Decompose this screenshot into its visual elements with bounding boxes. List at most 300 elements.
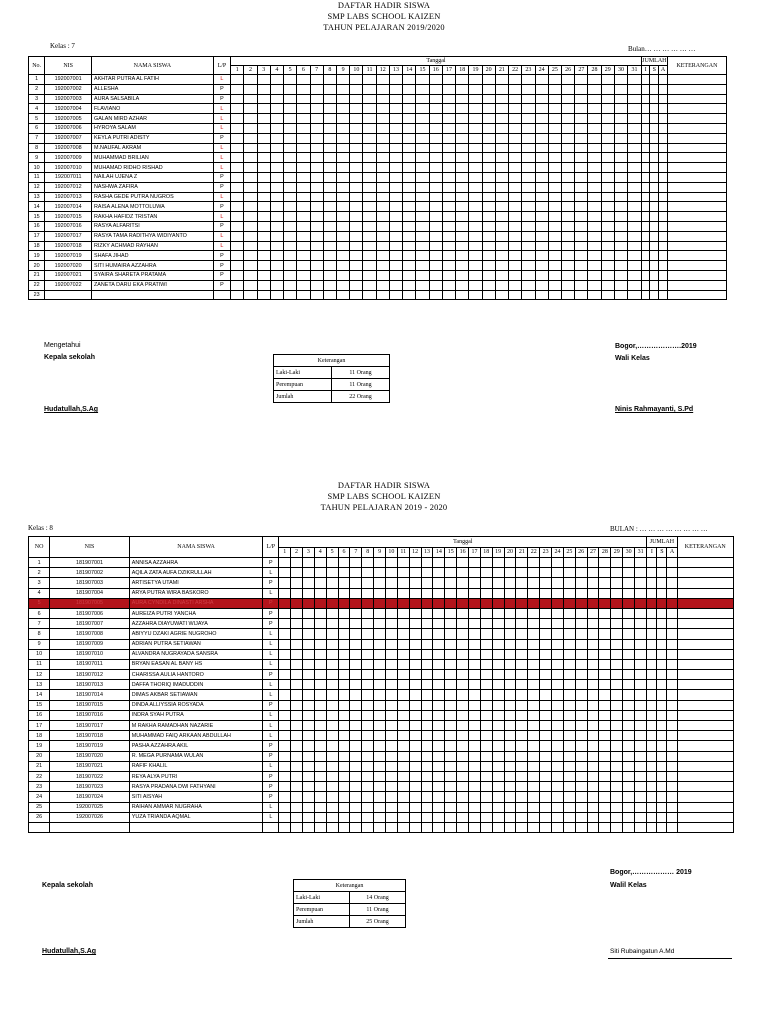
attendance-cell[interactable]: [456, 192, 469, 202]
attendance-cell[interactable]: [409, 588, 421, 598]
attendance-cell[interactable]: [509, 133, 522, 143]
attendance-cell[interactable]: [535, 75, 548, 85]
attendance-cell[interactable]: [504, 649, 516, 659]
attendance-cell[interactable]: [635, 690, 647, 700]
attendance-cell[interactable]: [469, 114, 482, 124]
attendance-cell[interactable]: [647, 670, 657, 680]
attendance-cell[interactable]: [657, 792, 667, 802]
attendance-cell[interactable]: [504, 802, 516, 812]
attendance-cell[interactable]: [492, 822, 504, 832]
attendance-cell[interactable]: [614, 241, 627, 251]
attendance-cell[interactable]: [509, 251, 522, 261]
attendance-cell[interactable]: [323, 114, 336, 124]
attendance-cell[interactable]: [563, 802, 575, 812]
attendance-cell[interactable]: [310, 280, 323, 290]
attendance-cell[interactable]: [614, 261, 627, 271]
attendance-cell[interactable]: [480, 578, 492, 588]
attendance-cell[interactable]: [480, 659, 492, 669]
attendance-cell[interactable]: [657, 771, 667, 781]
attendance-cell[interactable]: [244, 251, 257, 261]
attendance-cell[interactable]: [588, 261, 601, 271]
attendance-cell[interactable]: [677, 822, 733, 832]
attendance-cell[interactable]: [628, 280, 642, 290]
attendance-cell[interactable]: [270, 280, 283, 290]
attendance-cell[interactable]: [336, 261, 349, 271]
attendance-cell[interactable]: [421, 812, 433, 822]
attendance-cell[interactable]: [397, 782, 409, 792]
attendance-cell[interactable]: [310, 221, 323, 231]
attendance-cell[interactable]: [469, 75, 482, 85]
attendance-cell[interactable]: [677, 659, 733, 669]
attendance-cell[interactable]: [548, 153, 561, 163]
attendance-cell[interactable]: [279, 721, 291, 731]
attendance-cell[interactable]: [350, 202, 363, 212]
attendance-cell[interactable]: [561, 114, 574, 124]
attendance-cell[interactable]: [409, 649, 421, 659]
attendance-cell[interactable]: [614, 104, 627, 114]
attendance-cell[interactable]: [480, 822, 492, 832]
attendance-cell[interactable]: [522, 241, 535, 251]
attendance-cell[interactable]: [601, 261, 614, 271]
attendance-cell[interactable]: [647, 721, 657, 731]
attendance-cell[interactable]: [641, 123, 650, 133]
attendance-cell[interactable]: [231, 104, 244, 114]
attendance-cell[interactable]: [588, 192, 601, 202]
attendance-cell[interactable]: [659, 221, 668, 231]
attendance-cell[interactable]: [650, 143, 659, 153]
attendance-cell[interactable]: [350, 812, 362, 822]
attendance-cell[interactable]: [635, 761, 647, 771]
attendance-cell[interactable]: [326, 680, 338, 690]
attendance-cell[interactable]: [374, 721, 386, 731]
attendance-cell[interactable]: [433, 741, 445, 751]
attendance-cell[interactable]: [279, 608, 291, 618]
attendance-cell[interactable]: [657, 812, 667, 822]
attendance-cell[interactable]: [231, 153, 244, 163]
attendance-cell[interactable]: [310, 251, 323, 261]
attendance-cell[interactable]: [611, 710, 623, 720]
attendance-cell[interactable]: [362, 670, 374, 680]
attendance-cell[interactable]: [416, 241, 429, 251]
attendance-cell[interactable]: [611, 802, 623, 812]
attendance-cell[interactable]: [374, 608, 386, 618]
attendance-cell[interactable]: [445, 812, 457, 822]
attendance-cell[interactable]: [482, 153, 495, 163]
attendance-cell[interactable]: [548, 221, 561, 231]
attendance-cell[interactable]: [456, 114, 469, 124]
attendance-cell[interactable]: [614, 75, 627, 85]
attendance-cell[interactable]: [575, 212, 588, 222]
attendance-cell[interactable]: [403, 182, 416, 192]
attendance-cell[interactable]: [297, 212, 310, 222]
attendance-cell[interactable]: [635, 710, 647, 720]
attendance-cell[interactable]: [614, 202, 627, 212]
attendance-cell[interactable]: [421, 741, 433, 751]
attendance-cell[interactable]: [389, 261, 402, 271]
attendance-cell[interactable]: [445, 741, 457, 751]
attendance-cell[interactable]: [386, 822, 398, 832]
attendance-cell[interactable]: [495, 172, 508, 182]
attendance-cell[interactable]: [457, 761, 469, 771]
attendance-cell[interactable]: [659, 163, 668, 173]
attendance-cell[interactable]: [297, 153, 310, 163]
attendance-cell[interactable]: [601, 143, 614, 153]
attendance-cell[interactable]: [659, 172, 668, 182]
attendance-cell[interactable]: [376, 153, 389, 163]
attendance-cell[interactable]: [635, 751, 647, 761]
attendance-cell[interactable]: [457, 710, 469, 720]
attendance-cell[interactable]: [314, 639, 326, 649]
attendance-cell[interactable]: [492, 608, 504, 618]
attendance-cell[interactable]: [376, 280, 389, 290]
attendance-cell[interactable]: [429, 270, 442, 280]
attendance-cell[interactable]: [601, 104, 614, 114]
attendance-cell[interactable]: [421, 700, 433, 710]
attendance-cell[interactable]: [635, 670, 647, 680]
attendance-cell[interactable]: [561, 163, 574, 173]
attendance-cell[interactable]: [409, 629, 421, 639]
attendance-cell[interactable]: [457, 598, 469, 608]
attendance-cell[interactable]: [270, 251, 283, 261]
attendance-cell[interactable]: [469, 133, 482, 143]
attendance-cell[interactable]: [386, 771, 398, 781]
attendance-cell[interactable]: [291, 639, 303, 649]
attendance-cell[interactable]: [516, 659, 528, 669]
attendance-cell[interactable]: [480, 710, 492, 720]
attendance-cell[interactable]: [270, 153, 283, 163]
attendance-cell[interactable]: [456, 94, 469, 104]
attendance-cell[interactable]: [635, 822, 647, 832]
attendance-cell[interactable]: [409, 792, 421, 802]
attendance-cell[interactable]: [244, 163, 257, 173]
attendance-cell[interactable]: [657, 558, 667, 568]
attendance-cell[interactable]: [548, 172, 561, 182]
attendance-cell[interactable]: [416, 143, 429, 153]
attendance-cell[interactable]: [677, 690, 733, 700]
attendance-cell[interactable]: [445, 598, 457, 608]
attendance-cell[interactable]: [469, 280, 482, 290]
attendance-cell[interactable]: [611, 588, 623, 598]
attendance-cell[interactable]: [667, 558, 677, 568]
attendance-cell[interactable]: [433, 639, 445, 649]
attendance-cell[interactable]: [421, 761, 433, 771]
attendance-cell[interactable]: [535, 104, 548, 114]
attendance-cell[interactable]: [575, 84, 588, 94]
attendance-cell[interactable]: [522, 251, 535, 261]
attendance-cell[interactable]: [667, 231, 726, 241]
attendance-cell[interactable]: [628, 143, 642, 153]
attendance-cell[interactable]: [374, 558, 386, 568]
attendance-cell[interactable]: [442, 251, 455, 261]
attendance-cell[interactable]: [456, 104, 469, 114]
attendance-cell[interactable]: [641, 84, 650, 94]
attendance-cell[interactable]: [599, 731, 611, 741]
attendance-cell[interactable]: [374, 700, 386, 710]
attendance-cell[interactable]: [326, 649, 338, 659]
attendance-cell[interactable]: [338, 619, 350, 629]
attendance-cell[interactable]: [677, 782, 733, 792]
attendance-cell[interactable]: [397, 670, 409, 680]
attendance-cell[interactable]: [323, 123, 336, 133]
attendance-cell[interactable]: [628, 153, 642, 163]
attendance-cell[interactable]: [445, 700, 457, 710]
attendance-cell[interactable]: [362, 782, 374, 792]
attendance-cell[interactable]: [338, 741, 350, 751]
attendance-cell[interactable]: [492, 710, 504, 720]
attendance-cell[interactable]: [599, 782, 611, 792]
attendance-cell[interactable]: [314, 792, 326, 802]
attendance-cell[interactable]: [374, 659, 386, 669]
attendance-cell[interactable]: [244, 182, 257, 192]
attendance-cell[interactable]: [403, 231, 416, 241]
attendance-cell[interactable]: [314, 608, 326, 618]
attendance-cell[interactable]: [587, 659, 599, 669]
attendance-cell[interactable]: [445, 802, 457, 812]
attendance-cell[interactable]: [535, 280, 548, 290]
attendance-cell[interactable]: [291, 578, 303, 588]
attendance-cell[interactable]: [326, 710, 338, 720]
attendance-cell[interactable]: [659, 231, 668, 241]
attendance-cell[interactable]: [284, 104, 297, 114]
attendance-cell[interactable]: [231, 280, 244, 290]
attendance-cell[interactable]: [575, 639, 587, 649]
attendance-cell[interactable]: [482, 104, 495, 114]
attendance-cell[interactable]: [504, 761, 516, 771]
attendance-cell[interactable]: [522, 114, 535, 124]
attendance-cell[interactable]: [647, 761, 657, 771]
attendance-cell[interactable]: [552, 639, 564, 649]
attendance-cell[interactable]: [445, 680, 457, 690]
attendance-cell[interactable]: [363, 280, 376, 290]
attendance-cell[interactable]: [548, 163, 561, 173]
attendance-cell[interactable]: [535, 202, 548, 212]
attendance-cell[interactable]: [469, 721, 481, 731]
attendance-cell[interactable]: [469, 782, 481, 792]
attendance-cell[interactable]: [279, 812, 291, 822]
attendance-cell[interactable]: [647, 588, 657, 598]
attendance-cell[interactable]: [279, 710, 291, 720]
attendance-cell[interactable]: [635, 608, 647, 618]
attendance-cell[interactable]: [350, 143, 363, 153]
attendance-cell[interactable]: [522, 172, 535, 182]
attendance-cell[interactable]: [284, 261, 297, 271]
attendance-cell[interactable]: [611, 751, 623, 761]
attendance-cell[interactable]: [297, 172, 310, 182]
attendance-cell[interactable]: [326, 771, 338, 781]
attendance-cell[interactable]: [667, 608, 677, 618]
attendance-cell[interactable]: [279, 741, 291, 751]
attendance-cell[interactable]: [667, 690, 677, 700]
attendance-cell[interactable]: [338, 822, 350, 832]
attendance-cell[interactable]: [338, 751, 350, 761]
attendance-cell[interactable]: [677, 619, 733, 629]
attendance-cell[interactable]: [575, 812, 587, 822]
attendance-cell[interactable]: [397, 771, 409, 781]
attendance-cell[interactable]: [456, 182, 469, 192]
attendance-cell[interactable]: [504, 731, 516, 741]
attendance-cell[interactable]: [314, 822, 326, 832]
attendance-cell[interactable]: [635, 812, 647, 822]
attendance-cell[interactable]: [635, 782, 647, 792]
attendance-cell[interactable]: [350, 598, 362, 608]
attendance-cell[interactable]: [522, 94, 535, 104]
attendance-cell[interactable]: [279, 639, 291, 649]
attendance-cell[interactable]: [338, 721, 350, 731]
attendance-cell[interactable]: [302, 578, 314, 588]
attendance-cell[interactable]: [231, 75, 244, 85]
attendance-cell[interactable]: [284, 231, 297, 241]
attendance-cell[interactable]: [336, 153, 349, 163]
attendance-cell[interactable]: [614, 192, 627, 202]
attendance-cell[interactable]: [445, 588, 457, 598]
attendance-cell[interactable]: [522, 261, 535, 271]
attendance-cell[interactable]: [389, 153, 402, 163]
attendance-cell[interactable]: [659, 280, 668, 290]
attendance-cell[interactable]: [667, 812, 677, 822]
attendance-cell[interactable]: [279, 751, 291, 761]
attendance-cell[interactable]: [416, 75, 429, 85]
attendance-cell[interactable]: [480, 731, 492, 741]
attendance-cell[interactable]: [495, 221, 508, 231]
attendance-cell[interactable]: [611, 598, 623, 608]
attendance-cell[interactable]: [469, 680, 481, 690]
attendance-cell[interactable]: [492, 588, 504, 598]
attendance-cell[interactable]: [362, 792, 374, 802]
attendance-cell[interactable]: [623, 771, 635, 781]
attendance-cell[interactable]: [657, 690, 667, 700]
attendance-cell[interactable]: [480, 639, 492, 649]
attendance-cell[interactable]: [421, 802, 433, 812]
attendance-cell[interactable]: [659, 182, 668, 192]
attendance-cell[interactable]: [641, 241, 650, 251]
attendance-cell[interactable]: [231, 221, 244, 231]
attendance-cell[interactable]: [492, 619, 504, 629]
attendance-cell[interactable]: [492, 761, 504, 771]
attendance-cell[interactable]: [374, 761, 386, 771]
attendance-cell[interactable]: [563, 608, 575, 618]
attendance-cell[interactable]: [528, 700, 540, 710]
attendance-cell[interactable]: [647, 629, 657, 639]
attendance-cell[interactable]: [588, 84, 601, 94]
attendance-cell[interactable]: [231, 212, 244, 222]
attendance-cell[interactable]: [350, 649, 362, 659]
attendance-cell[interactable]: [270, 221, 283, 231]
attendance-cell[interactable]: [362, 619, 374, 629]
attendance-cell[interactable]: [409, 710, 421, 720]
attendance-cell[interactable]: [587, 802, 599, 812]
attendance-cell[interactable]: [374, 741, 386, 751]
attendance-cell[interactable]: [291, 690, 303, 700]
attendance-cell[interactable]: [563, 812, 575, 822]
attendance-cell[interactable]: [552, 802, 564, 812]
attendance-cell[interactable]: [628, 84, 642, 94]
attendance-cell[interactable]: [650, 202, 659, 212]
attendance-cell[interactable]: [601, 123, 614, 133]
attendance-cell[interactable]: [659, 143, 668, 153]
attendance-cell[interactable]: [376, 221, 389, 231]
attendance-cell[interactable]: [291, 619, 303, 629]
attendance-cell[interactable]: [516, 619, 528, 629]
attendance-cell[interactable]: [650, 153, 659, 163]
attendance-cell[interactable]: [374, 782, 386, 792]
attendance-cell[interactable]: [389, 75, 402, 85]
attendance-cell[interactable]: [350, 172, 363, 182]
attendance-cell[interactable]: [540, 741, 552, 751]
attendance-cell[interactable]: [433, 731, 445, 741]
attendance-cell[interactable]: [350, 270, 363, 280]
attendance-cell[interactable]: [310, 153, 323, 163]
attendance-cell[interactable]: [561, 251, 574, 261]
attendance-cell[interactable]: [442, 221, 455, 231]
attendance-cell[interactable]: [522, 212, 535, 222]
attendance-cell[interactable]: [310, 75, 323, 85]
attendance-cell[interactable]: [657, 639, 667, 649]
attendance-cell[interactable]: [270, 231, 283, 241]
attendance-cell[interactable]: [587, 822, 599, 832]
attendance-cell[interactable]: [667, 221, 726, 231]
attendance-cell[interactable]: [389, 270, 402, 280]
attendance-cell[interactable]: [323, 143, 336, 153]
attendance-cell[interactable]: [363, 133, 376, 143]
attendance-cell[interactable]: [611, 731, 623, 741]
attendance-cell[interactable]: [442, 133, 455, 143]
attendance-cell[interactable]: [297, 163, 310, 173]
attendance-cell[interactable]: [614, 172, 627, 182]
attendance-cell[interactable]: [635, 731, 647, 741]
attendance-cell[interactable]: [376, 182, 389, 192]
attendance-cell[interactable]: [650, 133, 659, 143]
attendance-cell[interactable]: [338, 629, 350, 639]
attendance-cell[interactable]: [561, 172, 574, 182]
attendance-cell[interactable]: [433, 690, 445, 700]
attendance-cell[interactable]: [433, 822, 445, 832]
attendance-cell[interactable]: [302, 721, 314, 731]
attendance-cell[interactable]: [429, 163, 442, 173]
attendance-cell[interactable]: [362, 680, 374, 690]
attendance-cell[interactable]: [363, 153, 376, 163]
attendance-cell[interactable]: [623, 822, 635, 832]
attendance-cell[interactable]: [628, 163, 642, 173]
attendance-cell[interactable]: [480, 700, 492, 710]
attendance-cell[interactable]: [575, 75, 588, 85]
attendance-cell[interactable]: [548, 270, 561, 280]
attendance-cell[interactable]: [389, 104, 402, 114]
attendance-cell[interactable]: [575, 192, 588, 202]
attendance-cell[interactable]: [231, 172, 244, 182]
attendance-cell[interactable]: [535, 261, 548, 271]
attendance-cell[interactable]: [326, 761, 338, 771]
attendance-cell[interactable]: [386, 639, 398, 649]
attendance-cell[interactable]: [429, 84, 442, 94]
attendance-cell[interactable]: [397, 578, 409, 588]
attendance-cell[interactable]: [635, 741, 647, 751]
attendance-cell[interactable]: [389, 133, 402, 143]
attendance-cell[interactable]: [552, 598, 564, 608]
attendance-cell[interactable]: [548, 261, 561, 271]
attendance-cell[interactable]: [575, 700, 587, 710]
attendance-cell[interactable]: [614, 212, 627, 222]
attendance-cell[interactable]: [376, 123, 389, 133]
attendance-cell[interactable]: [563, 761, 575, 771]
attendance-cell[interactable]: [389, 172, 402, 182]
attendance-cell[interactable]: [231, 241, 244, 251]
attendance-cell[interactable]: [326, 782, 338, 792]
attendance-cell[interactable]: [628, 241, 642, 251]
attendance-cell[interactable]: [429, 280, 442, 290]
attendance-cell[interactable]: [409, 822, 421, 832]
attendance-cell[interactable]: [376, 290, 389, 300]
attendance-cell[interactable]: [433, 751, 445, 761]
